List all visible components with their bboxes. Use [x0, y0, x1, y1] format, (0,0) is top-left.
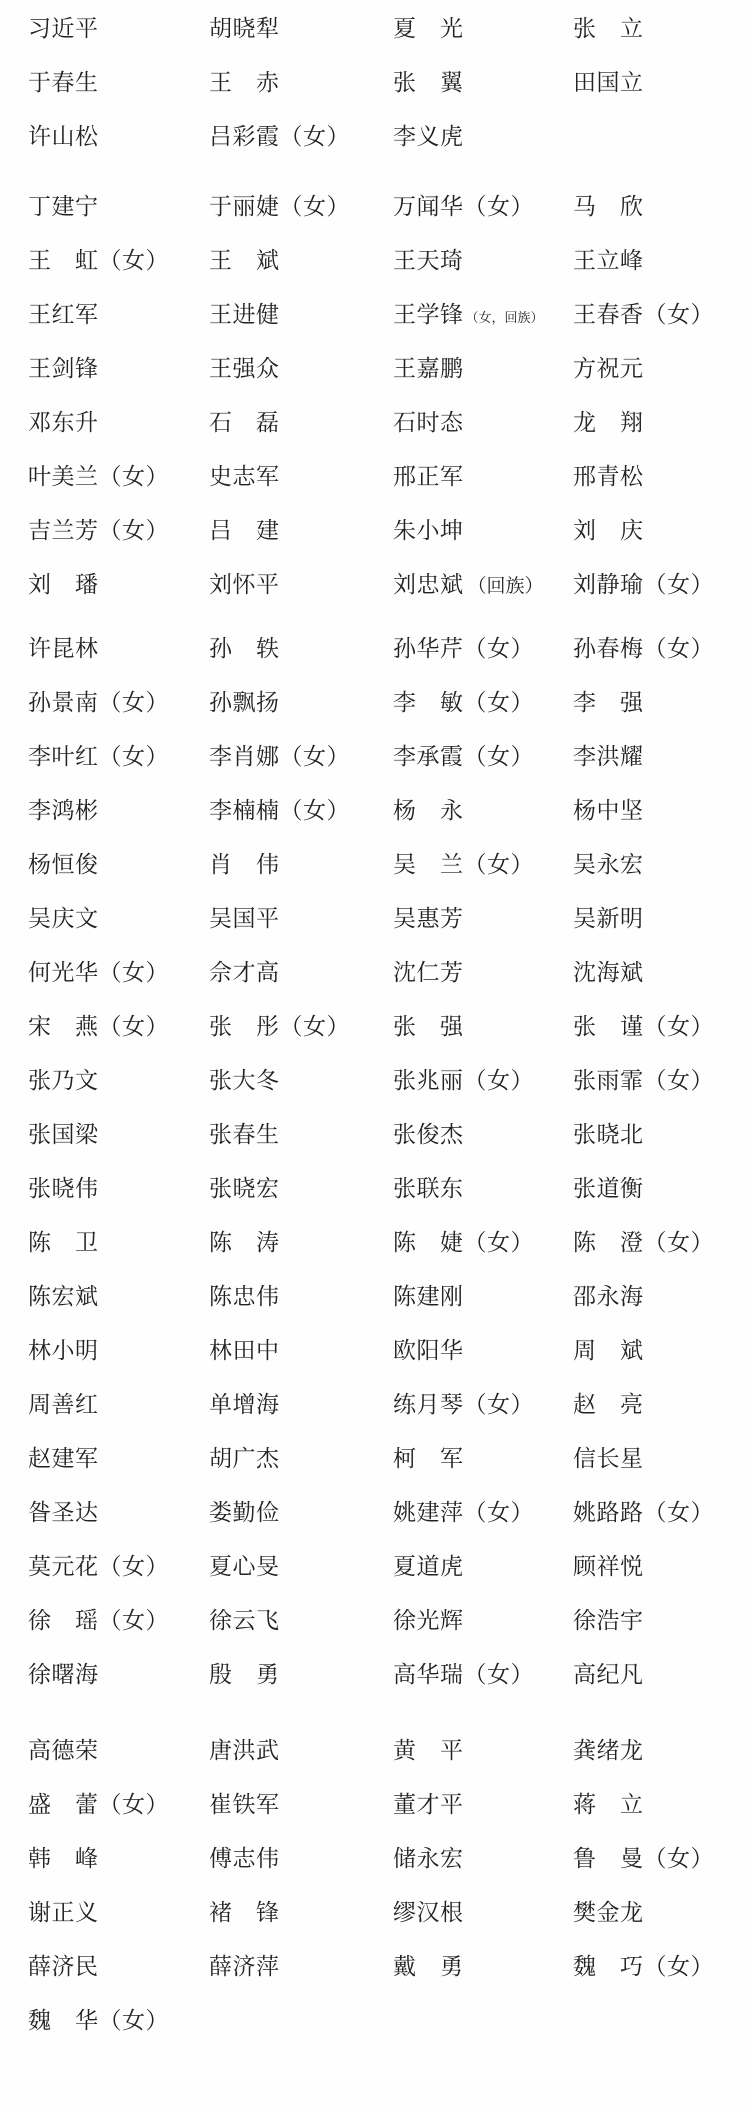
person-name: 徐 瑶（女）	[28, 1607, 169, 1633]
person-name: 王嘉鹏	[393, 355, 464, 381]
person-name: 许山松	[28, 123, 99, 149]
person-name: 陈 涛	[209, 1229, 280, 1255]
person-name: 于丽婕（女）	[209, 193, 350, 219]
person-name: 王进健	[209, 301, 280, 327]
person-name: 鲁 曼（女）	[573, 1845, 714, 1871]
person-name: 李肖娜（女）	[209, 743, 350, 769]
person-name: 吴惠芳	[393, 905, 464, 931]
person-name: 吉兰芳（女）	[28, 517, 169, 543]
person-name: 薛济萍	[209, 1953, 280, 1979]
person-name: 李叶红（女）	[28, 743, 169, 769]
person-name: 夏 光	[393, 15, 464, 41]
person-name: 朱小坤	[393, 517, 464, 543]
person-name: 李楠楠（女）	[209, 797, 350, 823]
person-name: 吴庆文	[28, 905, 99, 931]
name-row	[28, 179, 750, 233]
person-name: 邵永海	[573, 1283, 644, 1309]
person-name: 孙飘扬	[209, 689, 280, 715]
person-name: 薛济民	[28, 1953, 99, 1979]
name-row	[28, 557, 750, 611]
person-name: 张 谨（女）	[573, 1013, 714, 1039]
person-name: 龚绪龙	[573, 1737, 644, 1763]
person-name: 刘怀平	[209, 571, 280, 597]
person-name: 万闻华（女）	[393, 193, 534, 219]
person-name: 陈 澄（女）	[573, 1229, 714, 1255]
person-name: 高纪凡	[573, 1661, 644, 1687]
person-name: 胡广杰	[209, 1445, 280, 1471]
person-name: 张 强	[393, 1013, 464, 1039]
person-name: 董才平	[393, 1791, 464, 1817]
name-row	[28, 1723, 750, 1777]
person-name: 沈海斌	[573, 959, 644, 985]
person-name: 李义虎	[393, 123, 464, 149]
person-name: 徐光辉	[393, 1607, 464, 1633]
person-name: 陈忠伟	[209, 1283, 280, 1309]
person-name: 姚建萍（女）	[393, 1499, 534, 1525]
person-name: 杨 永	[393, 797, 464, 823]
person-name: 张雨霏（女）	[573, 1067, 714, 1093]
person-name: 信长星	[573, 1445, 644, 1471]
person-name: 韩 峰	[28, 1845, 99, 1871]
person-name: 夏心旻	[209, 1553, 280, 1579]
person-name: 吴国平	[209, 905, 280, 931]
name-row	[28, 1161, 750, 1215]
person-name: 李洪耀	[573, 743, 644, 769]
person-name: 张 立	[573, 15, 644, 41]
name-row	[28, 233, 750, 287]
person-name: 陈宏斌	[28, 1283, 99, 1309]
person-name: 宋 燕（女）	[28, 1013, 169, 1039]
name-row	[28, 1993, 750, 2047]
person-name: 吕彩霞（女）	[209, 123, 350, 149]
person-name: 李承霞（女）	[393, 743, 534, 769]
person-name: 傅志伟	[209, 1845, 280, 1871]
person-name: 邓东升	[28, 409, 99, 435]
person-name: 张晓宏	[209, 1175, 280, 1201]
person-name: 刘 庆	[573, 517, 644, 543]
person-name	[393, 303, 573, 326]
name-row	[28, 891, 750, 945]
person-name: 周善红	[28, 1391, 99, 1417]
name-row	[28, 999, 750, 1053]
person-name: 刘 璠	[28, 571, 99, 597]
person-name: 吴永宏	[573, 851, 644, 877]
person-name: 崔铁军	[209, 1791, 280, 1817]
person-name: 于春生	[28, 69, 99, 95]
name-row	[28, 55, 750, 109]
person-name: 沈仁芳	[393, 959, 464, 985]
person-name: 李 强	[573, 689, 644, 715]
person-name: 张大冬	[209, 1067, 280, 1093]
person-name: 徐云飞	[209, 1607, 280, 1633]
person-name: 单增海	[209, 1391, 280, 1417]
person-name: 赵 亮	[573, 1391, 644, 1417]
person-name: 魏 华（女）	[28, 2007, 169, 2033]
name-row	[28, 783, 750, 837]
person-name: 王天琦	[393, 247, 464, 273]
person-name: 张 彤（女）	[209, 1013, 350, 1039]
person-name: 张乃文	[28, 1067, 99, 1093]
name-row	[28, 945, 750, 999]
name-row	[28, 503, 750, 557]
person-name: 孙华芹（女）	[393, 635, 534, 661]
person-name: 吴 兰（女）	[393, 851, 534, 877]
person-name: 王 虹（女）	[28, 247, 169, 273]
person-name: 叶美兰（女）	[28, 463, 169, 489]
name-group-1	[28, 1, 750, 163]
person-name: 丁建宁	[28, 193, 99, 219]
person-name: 唐洪武	[209, 1737, 280, 1763]
person-name: 佘才高	[209, 959, 280, 985]
person-name: 高德荣	[28, 1737, 99, 1763]
person-name: 陈 婕（女）	[393, 1229, 534, 1255]
name-group-3	[28, 621, 750, 1701]
person-name: 黄 平	[393, 1737, 464, 1763]
name-row	[28, 1269, 750, 1323]
person-name: 陈建刚	[393, 1283, 464, 1309]
name-row	[28, 109, 750, 163]
person-name: 蒋 立	[573, 1791, 644, 1817]
person-name: 缪汉根	[393, 1899, 464, 1925]
person-name: 马 欣	[573, 193, 644, 219]
name-row	[28, 837, 750, 891]
person-name: 谢正义	[28, 1899, 99, 1925]
name-row	[28, 287, 750, 341]
person-name: 林田中	[209, 1337, 280, 1363]
person-name: 张国梁	[28, 1121, 99, 1147]
person-name: 张兆丽（女）	[393, 1067, 534, 1093]
person-name: 李 敏（女）	[393, 689, 534, 715]
name-row	[28, 1647, 750, 1701]
name-row	[28, 1939, 750, 1993]
name-row	[28, 1377, 750, 1431]
person-name: 魏 巧（女）	[573, 1953, 714, 1979]
person-name: 龙 翔	[573, 409, 644, 435]
name-row	[28, 1777, 750, 1831]
person-name: 邢青松	[573, 463, 644, 489]
person-name: 徐曙海	[28, 1661, 99, 1687]
name-row	[28, 1431, 750, 1485]
person-name: 杨恒俊	[28, 851, 99, 877]
person-name: 樊金龙	[573, 1899, 644, 1925]
person-name: 林小明	[28, 1337, 99, 1363]
name-row	[28, 729, 750, 783]
person-name: 孙 轶	[209, 635, 280, 661]
delegate-name-list	[28, 1, 750, 2047]
name-row	[28, 1485, 750, 1539]
person-name: 王红军	[28, 301, 99, 327]
person-name: 杨中坚	[573, 797, 644, 823]
person-name: 刘静瑜（女）	[573, 571, 714, 597]
person-name: 赵建军	[28, 1445, 99, 1471]
person-name: 孙春梅（女）	[573, 635, 714, 661]
person-name: 吴新明	[573, 905, 644, 931]
person-name: 褚 锋	[209, 1899, 280, 1925]
person-name: 王 斌	[209, 247, 280, 273]
person-name: 张 翼	[393, 69, 464, 95]
name-row	[28, 1, 750, 55]
name-row	[28, 1107, 750, 1161]
person-name-text: 王学锋	[393, 301, 464, 327]
person-name: 方祝元	[573, 355, 644, 381]
person-name: 邢正军	[393, 463, 464, 489]
person-name: 陈 卫	[28, 1229, 99, 1255]
name-group-2	[28, 179, 750, 611]
person-name: 张俊杰	[393, 1121, 464, 1147]
name-row	[28, 341, 750, 395]
name-group-4	[28, 1723, 750, 2047]
name-row	[28, 395, 750, 449]
name-row	[28, 1323, 750, 1377]
person-name: 顾祥悦	[573, 1553, 644, 1579]
person-name: 李鸿彬	[28, 797, 99, 823]
name-row	[28, 449, 750, 503]
person-name: 欧阳华	[393, 1337, 464, 1363]
person-name-text: 刘忠斌	[393, 571, 464, 597]
person-name: 孙景南（女）	[28, 689, 169, 715]
person-name: 王立峰	[573, 247, 644, 273]
person-name: 储永宏	[393, 1845, 464, 1871]
gender-ethnicity-note: （女，回族）	[465, 309, 544, 325]
person-name: 练月琴（女）	[393, 1391, 534, 1417]
gender-ethnicity-note: （回族）	[467, 575, 544, 597]
person-name: 王强众	[209, 355, 280, 381]
name-row	[28, 1053, 750, 1107]
person-name: 许昆林	[28, 635, 99, 661]
name-row	[28, 1215, 750, 1269]
person-name: 胡晓犁	[209, 15, 280, 41]
person-name: 肖 伟	[209, 851, 280, 877]
person-name: 莫元花（女）	[28, 1553, 169, 1579]
person-name: 娄勤俭	[209, 1499, 280, 1525]
person-name: 盛 蕾（女）	[28, 1791, 169, 1817]
person-name: 徐浩宇	[573, 1607, 644, 1633]
person-name: 殷 勇	[209, 1661, 280, 1687]
person-name: 习近平	[28, 15, 99, 41]
person-name: 周 斌	[573, 1337, 644, 1363]
person-name: 张晓伟	[28, 1175, 99, 1201]
name-row	[28, 675, 750, 729]
person-name: 戴 勇	[393, 1953, 464, 1979]
person-name: 姚路路（女）	[573, 1499, 714, 1525]
person-name	[393, 573, 573, 596]
person-name: 高华瑞（女）	[393, 1661, 534, 1687]
person-name: 石时态	[393, 409, 464, 435]
name-row	[28, 1831, 750, 1885]
person-name: 张春生	[209, 1121, 280, 1147]
person-name: 张联东	[393, 1175, 464, 1201]
person-name: 王剑锋	[28, 355, 99, 381]
name-row	[28, 1593, 750, 1647]
person-name: 何光华（女）	[28, 959, 169, 985]
person-name: 吕 建	[209, 517, 280, 543]
person-name: 石 磊	[209, 409, 280, 435]
person-name: 张道衡	[573, 1175, 644, 1201]
name-row	[28, 1539, 750, 1593]
person-name: 夏道虎	[393, 1553, 464, 1579]
person-name: 昝圣达	[28, 1499, 99, 1525]
person-name: 王 赤	[209, 69, 280, 95]
person-name: 王春香（女）	[573, 301, 714, 327]
person-name: 史志军	[209, 463, 280, 489]
name-row	[28, 1885, 750, 1939]
person-name: 田国立	[573, 69, 644, 95]
person-name: 柯 军	[393, 1445, 464, 1471]
name-row	[28, 621, 750, 675]
person-name: 张晓北	[573, 1121, 644, 1147]
